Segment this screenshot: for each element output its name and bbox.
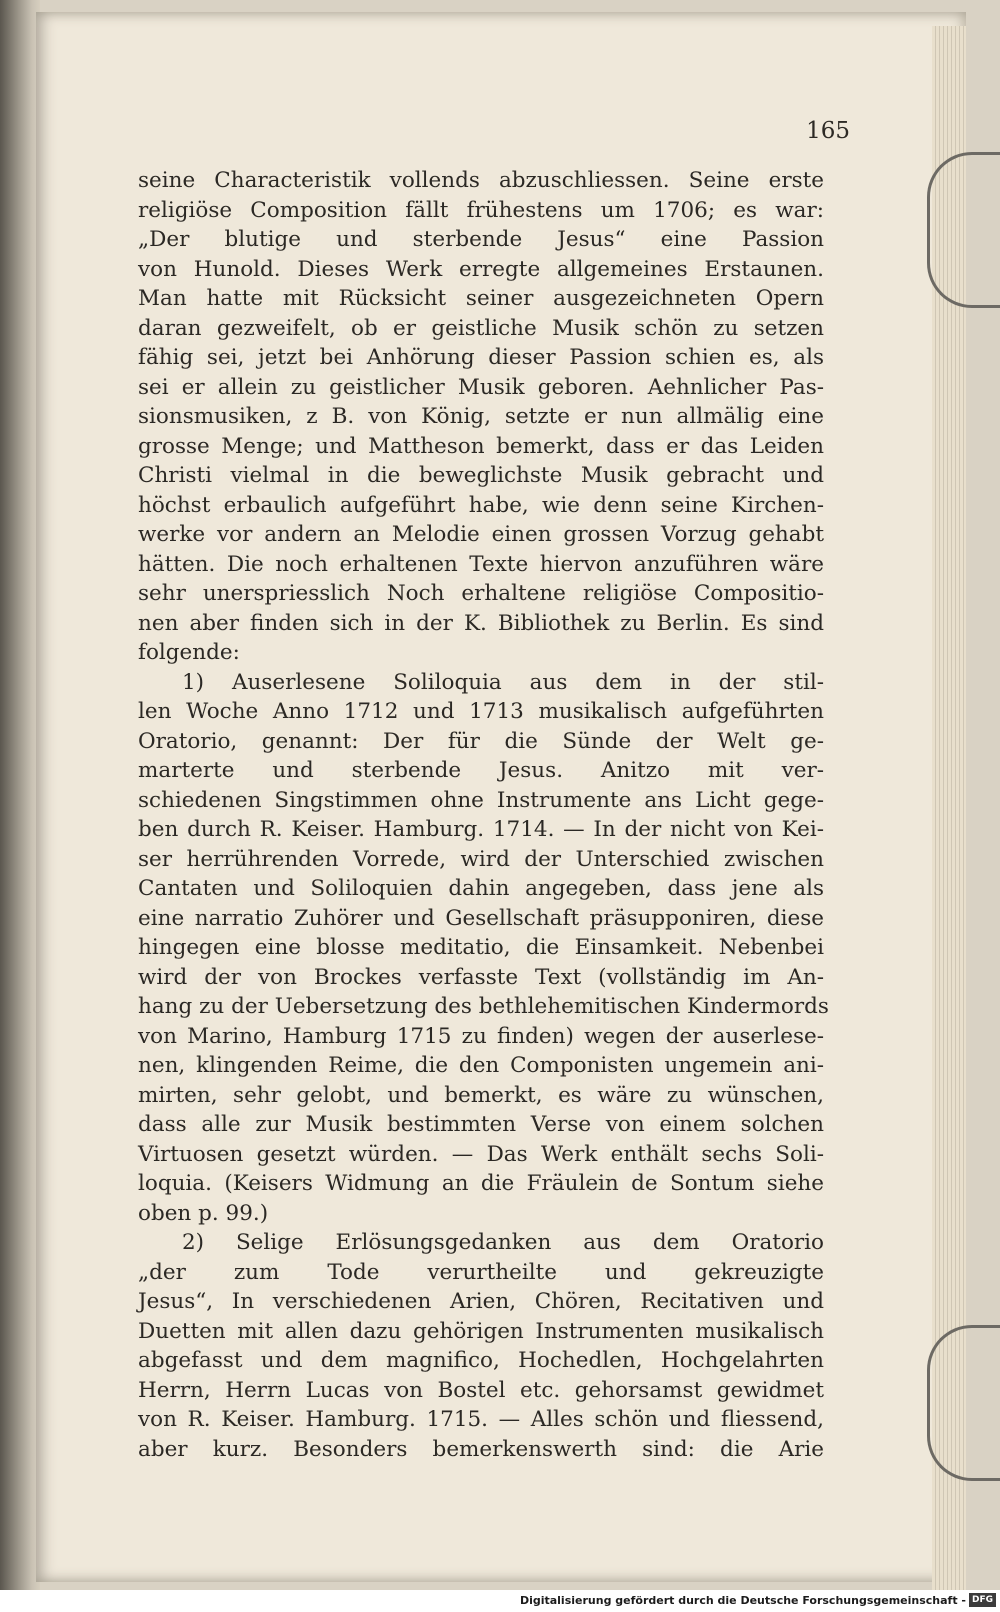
text-line: abgefasst und dem magnifico, Hochedlen, Hochgelahrten <box>138 1348 824 1373</box>
text-line: nen, klingenden Reime, die den Componisten ungemein ani- <box>138 1053 824 1078</box>
text-line: seine Characteristik vollends abzuschliessen. Seine erste <box>138 168 824 193</box>
page-number: 165 <box>806 118 850 144</box>
text-line: eine narratio Zuhörer und Gesellschaft präsupponiren, diese <box>138 905 824 931</box>
text-line: ben durch R. Keiser. Hamburg. 1714. — In der nicht von Kei- <box>138 817 824 842</box>
footer-credit: Digitalisierung gefördert durch die Deutsche Forschungsgemeinschaft - <box>519 1594 966 1607</box>
text-line: aber kurz. Besonders bemerkenswerth sind: die Arie <box>138 1436 824 1462</box>
text-line: religiöse Composition fällt frühestens um 1706; es war: <box>138 197 824 223</box>
text-line: von R. Keiser. Hamburg. 1715. — Alles schön und fliessend, <box>138 1407 824 1432</box>
text-line: von Marino, Hamburg 1715 zu finden) wegen der auserlese- <box>138 1023 824 1049</box>
page-clip-bottom <box>927 1325 1000 1481</box>
text-line: Christi vielmal in die beweglichste Musik gebracht und <box>138 463 824 488</box>
text-line: hang zu der Uebersetzung des bethlehemitischen Kindermords <box>138 994 829 1019</box>
text-line: Virtuosen gesetzt würden. — Das Werk enthält sechs Soli- <box>138 1141 824 1167</box>
text-line: loquia. (Keisers Widmung an die Fräulein de Sontum siehe <box>138 1171 824 1196</box>
text-line: sehr unerspriesslich Noch erhaltene religiöse Compositio- <box>138 581 824 606</box>
text-line: höchst erbaulich aufgeführt habe, wie denn seine Kirchen- <box>138 492 824 518</box>
text-line: wird der von Brockes verfasste Text (vollständig im An- <box>138 964 824 990</box>
text-line: von Hunold. Dieses Werk erregte allgemeines Erstaunen. <box>138 256 824 282</box>
text-line: oben p. 99.) <box>138 1200 269 1226</box>
text-line: grosse Menge; und Mattheson bemerkt, dass er das Leiden <box>138 433 824 459</box>
text-line: fähig sei, jetzt bei Anhörung dieser Passion schien es, als <box>138 345 824 370</box>
text-line: „Der blutige und sterbende Jesus“ eine Passion <box>138 227 824 252</box>
text-line: marterte und sterbende Jesus. Anitzo mit ver- <box>138 758 824 783</box>
text-line: Duetten mit allen dazu gehörigen Instrumenten musikalisch <box>138 1318 824 1344</box>
text-line: sei er allein zu geistlicher Musik geboren. Aehnlicher Pas- <box>138 374 824 400</box>
text-line: len Woche Anno 1712 und 1713 musikalisch aufgeführten <box>138 699 824 724</box>
text-line: Herrn, Herrn Lucas von Bostel etc. gehorsamst gewidmet <box>138 1377 824 1403</box>
text-line: Oratorio, genannt: Der für die Sünde der Welt ge- <box>138 728 824 754</box>
page-clip-top <box>927 152 1000 308</box>
text-line: hingegen eine blosse meditatio, die Einsamkeit. Nebenbei <box>138 935 824 960</box>
text-line: mirten, sehr gelobt, und bemerkt, es wäre zu wünschen, <box>138 1082 824 1108</box>
dfg-logo: DFG <box>969 1593 996 1607</box>
text-line: dass alle zur Musik bestimmten Verse von einem solchen <box>138 1112 824 1137</box>
text-line: 2) Selige Erlösungsgedanken aus dem Oratorio <box>182 1230 824 1255</box>
text-line: Cantaten und Soliloquien dahin angegeben, dass jene als <box>138 876 824 901</box>
text-line: daran gezweifelt, ob er geistliche Musik schön zu setzen <box>138 315 824 341</box>
body-text <box>138 166 829 1464</box>
text-line: schiedenen Singstimmen ohne Instrumente ans Licht gege- <box>138 787 824 813</box>
text-line: folgende: <box>138 640 240 665</box>
text-line: sionsmusiken, z B. von König, setzte er nun allmälig eine <box>138 404 824 429</box>
text-line: Jesus“, In verschiedenen Arien, Chören, Recitativen und <box>138 1289 824 1314</box>
footer-bar <box>0 1590 1000 1612</box>
text-line: werke vor andern an Melodie einen grossen Vorzug gehabt <box>138 522 824 547</box>
adjacent-page-edge <box>0 0 40 1590</box>
text-line: „der zum Tode verurtheilte und gekreuzigte <box>138 1259 824 1285</box>
text-line: nen aber finden sich in der K. Bibliothek zu Berlin. Es sind <box>138 610 824 636</box>
text-line: ser herrührenden Vorrede, wird der Unterschied zwischen <box>138 846 824 872</box>
text-line: Man hatte mit Rücksicht seiner ausgezeichneten Opern <box>138 286 824 311</box>
text-line: hätten. Die noch erhaltenen Texte hiervon anzuführen wäre <box>138 551 824 577</box>
text-line: 1) Auserlesene Soliloquia aus dem in der stil- <box>182 669 824 695</box>
